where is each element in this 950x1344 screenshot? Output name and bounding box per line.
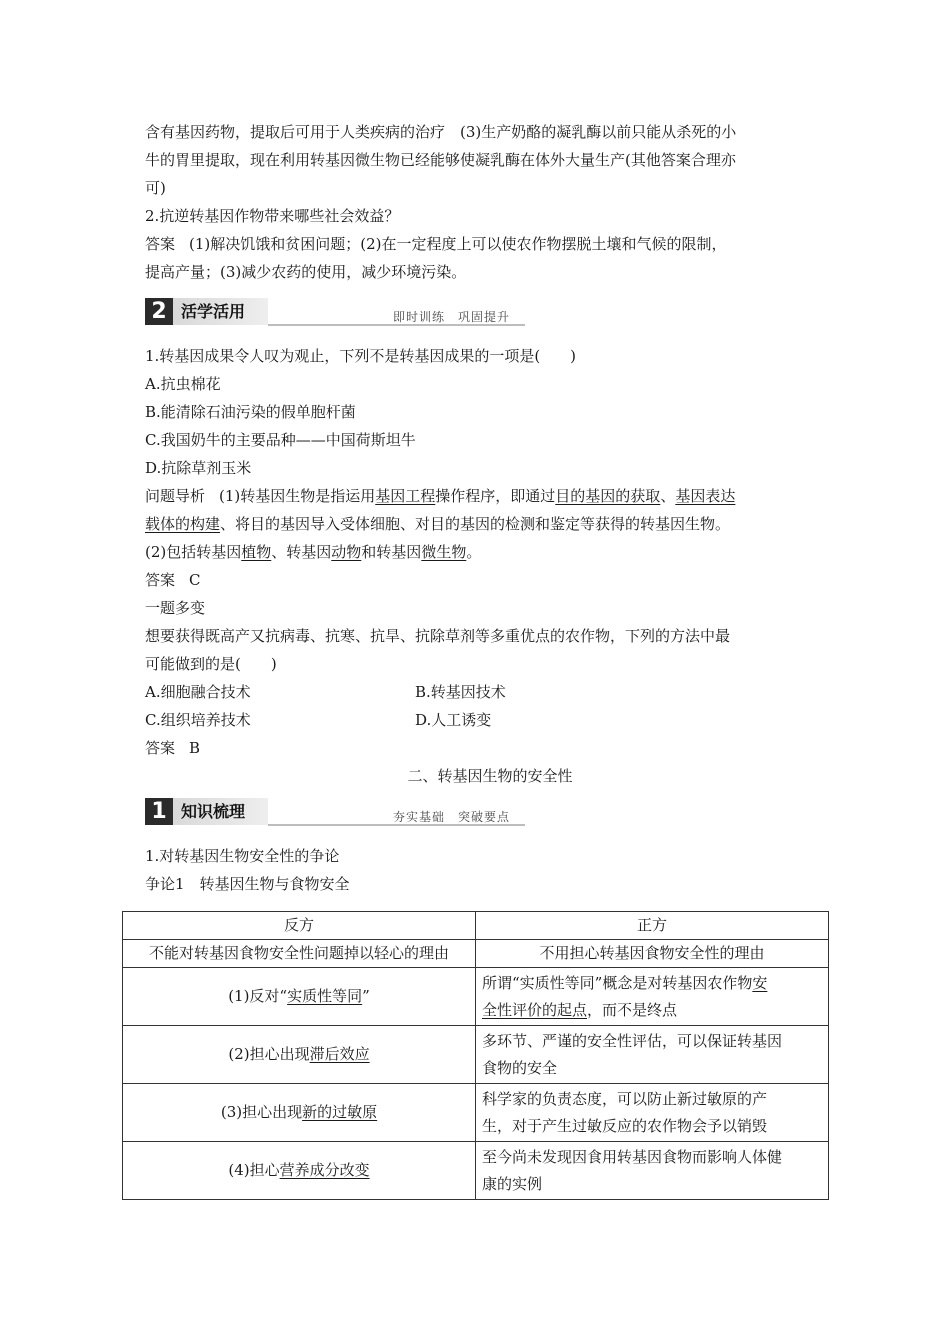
variant-title: 一题多变 [145,599,206,617]
blank-animals: 动物 [331,543,362,561]
answer-value: B [189,739,201,757]
table-row [123,1142,829,1200]
answer-label: 答案 [145,235,176,253]
dispute-title: 争论1 转基因生物与食物安全 [145,875,350,893]
against-cell [123,968,476,1026]
column-header-for: 正方 [476,912,829,940]
blank-delayed-effect: 滞后效应 [309,1045,370,1063]
analysis-text: (2)包括转基因 [145,543,242,561]
answer-2-line-1 [145,230,835,258]
variant-option-a: A.细胞融合技术 [145,683,251,701]
blank-plants: 植物 [241,543,272,561]
variant-option-c: C.组织培养技术 [145,711,251,729]
document-body [145,118,835,898]
answer-2-text: (1)解决饥饿和贫困问题；(2)在一定程度上可以使农作物摆脱土壤和气候的限制， [189,235,727,253]
cell-text: 至今尚未发现因食用转基因食物而影响人体健 [482,1147,783,1166]
cell-text: (2)担心出现 [228,1045,310,1063]
cell-text: 多环节、严谨的安全性评估，可以保证转基因 [482,1031,783,1050]
reason-against: 不能对转基因食物安全性问题掉以轻心的理由 [123,940,476,968]
for-cell [476,968,829,1026]
cell-text: ，而不是终点 [587,1000,678,1019]
for-cell [476,1142,829,1200]
table-row [123,940,829,968]
option-b: B.能清除石油污染的假单胞杆菌 [145,403,356,421]
table-row [123,968,829,1026]
answer-label: 答案 [145,571,176,589]
banner-title: 活学活用 [173,298,268,325]
variant-option-b: B.转基因技术 [415,683,506,701]
cell-text: (4)担心 [228,1161,280,1179]
variant-options-row-1 [145,678,835,706]
blank-microbes: 微生物 [421,543,467,561]
blank-substantial-equivalence: 实质性等同 [287,987,363,1005]
table-header-row [123,912,829,940]
for-cell [476,1084,829,1142]
blank-genetic-engineering: 基因工程 [375,487,436,505]
column-header-against: 反方 [123,912,476,940]
blank-safety-start-a: 安 [752,973,768,992]
banner-subtitle: 即时训练 巩固提升 [393,310,511,324]
variant-answer [145,734,835,762]
section-banner-practice [145,296,835,328]
variant-question-line-2: 可能做到的是( ) [145,655,277,673]
analysis-text: (1)转基因生物是指运用 [219,487,376,505]
banner-number: 2 [145,298,173,325]
cell-text: ” [362,987,370,1005]
analysis-text: 、将目的基因导入受体细胞、对目的基因的检测和鉴定等获得的转基因生物。 [220,515,731,533]
answer-label: 答案 [145,739,176,757]
analysis-paragraph-2 [145,538,835,566]
against-cell [123,1084,476,1142]
banner-subtitle: 夯实基础 突破要点 [393,810,511,824]
answer-1 [145,566,835,594]
section-banner-knowledge [145,796,835,828]
analysis-text: 操作程序，即通过 [435,487,556,505]
cell-text: 食物的安全 [482,1058,558,1077]
table-row [123,1026,829,1084]
against-cell [123,1026,476,1084]
against-cell [123,1142,476,1200]
variant-options-row-2 [145,706,835,734]
blank-safety-start-b: 全性评价的起点 [482,1000,588,1019]
banner-title: 知识梳理 [173,798,268,825]
analysis-text: 和转基因 [361,543,422,561]
banner-number: 1 [145,798,173,825]
table-row [123,1084,829,1142]
analysis-text: 。 [466,543,482,561]
analysis-text: 、 [660,487,676,505]
section-title: 二、转基因生物的安全性 [407,767,573,785]
cell-text: 生，对于产生过敏反应的农作物会予以销毁 [482,1116,768,1135]
intro-line-1: 含有基因药物，提取后可用于人类疾病的治疗 (3)生产奶酪的凝乳酶以前只能从杀死的小 [145,123,737,141]
intro-line-2: 牛的胃里提取，现在利用转基因微生物已经能够使凝乳酶在体外大量生产(其他答案合理亦 [145,151,736,169]
exercise-question-1: 1.转基因成果令人叹为观止，下列不是转基因成果的一项是( ) [145,347,577,365]
option-a: A.抗虫棉花 [145,375,221,393]
cell-text: 所谓“实质性等同”概念是对转基因农作物 [482,973,753,992]
cell-text: (3)担心出现 [220,1103,303,1121]
variant-question-line-1: 想要获得既高产又抗病毒、抗寒、抗旱、抗除草剂等多重优点的农作物，下列的方法中最 [145,627,731,645]
cell-text: (1)反对“ [228,987,288,1005]
for-cell [476,1026,829,1084]
blank-target-gene: 目的基因的获取 [555,487,661,505]
analysis-text: 、转基因 [271,543,332,561]
cell-text: 科学家的负责态度，可以防止新过敏原的产 [482,1089,768,1108]
option-c: C.我国奶牛的主要品种——中国荷斯坦牛 [145,431,416,449]
intro-line-3: 可) [145,179,166,197]
analysis-label: 问题导析 [145,487,206,505]
analysis-paragraph-1 [145,482,835,538]
cell-text: 康的实例 [482,1174,543,1193]
question-2: 2.抗逆转基因作物带来哪些社会效益？ [145,207,400,225]
blank-expression-vector-a: 基因表达 [675,487,736,505]
blank-nutrition-change: 营养成分改变 [279,1161,370,1179]
answer-2-line-2: 提高产量；(3)减少农药的使用，减少环境污染。 [145,263,467,281]
variant-option-d: D.人工诱变 [415,711,492,729]
blank-new-allergen: 新的过敏原 [302,1103,378,1121]
answer-value: C [189,571,201,589]
reason-for: 不用担心转基因食物安全性的理由 [476,940,829,968]
safety-table [122,911,829,1200]
option-d: D.抗除草剂玉米 [145,459,252,477]
blank-expression-vector-b: 载体的构建 [145,515,221,533]
safety-heading: 1.对转基因生物安全性的争论 [145,847,340,865]
